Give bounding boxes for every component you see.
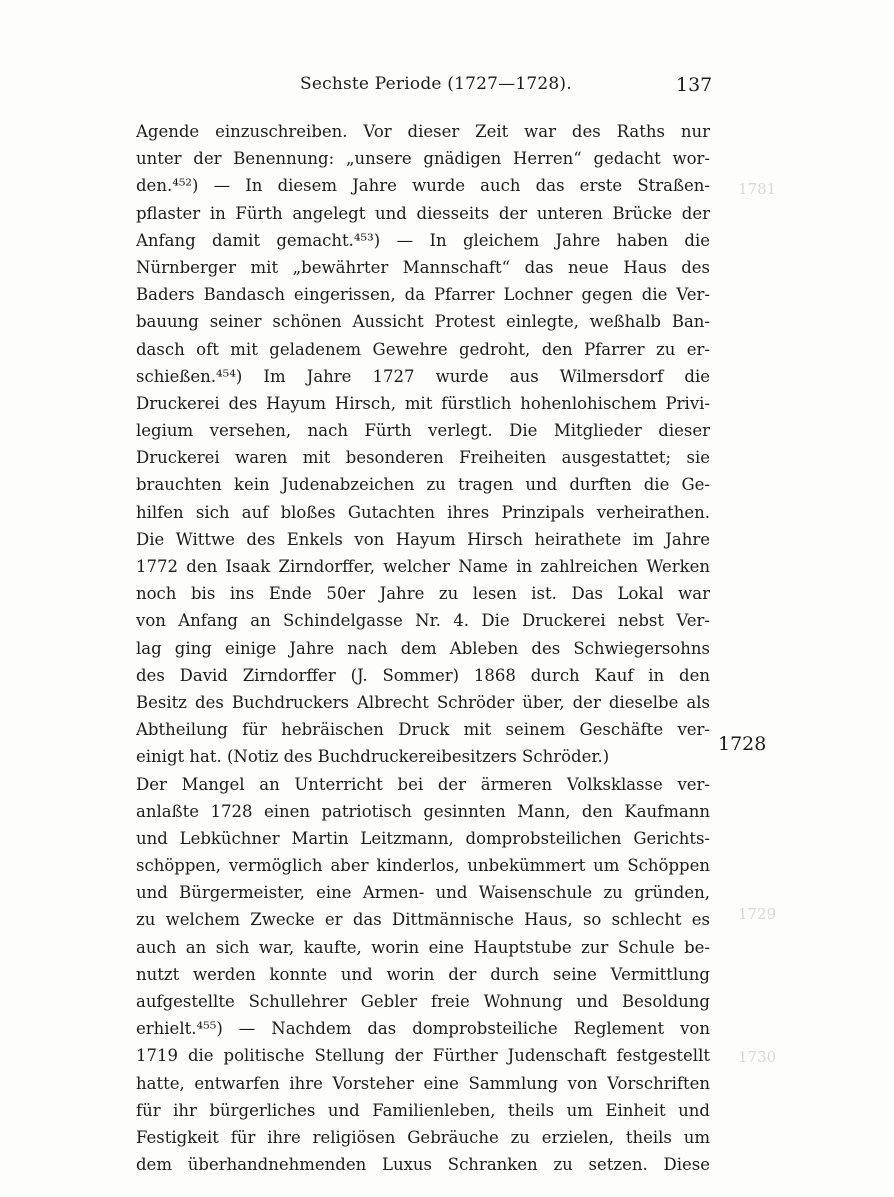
bleed-through-mark: 1781 [738,180,777,198]
text-line: Baders Bandasch eingerissen, da Pfarrer Lochner gegen die Ver- [136,285,710,305]
text-line: dasch oft mit geladenem Gewehre gedroht, den Pfarrer zu er- [136,339,710,359]
text-line: auch an sich war, kaufte, worin eine Hauptstube zur Schule be- [136,937,710,957]
text-line: lag ging einige Jahre nach dem Ableben des Schwiegersohns [136,638,710,658]
margin-year-note: 1728 [718,733,767,755]
text-line: legium versehen, nach Fürth verlegt. Die Mitglieder dieser [136,421,710,441]
text-line: Anfang damit gemacht.⁴⁵³) — In gleichem Jahre haben die [136,230,710,250]
text-line: zu welchem Zwecke er das Dittmännische Haus, so schlecht es [136,910,710,930]
text-line: hatte, entwarfen ihre Vorsteher eine Sammlung von Vorschriften [136,1073,710,1093]
text-line: den.⁴⁵²) — In diesem Jahre wurde auch das erste Straßen- [136,176,710,196]
text-line: und Bürgermeister, eine Armen- und Waisenschule zu gründen, [136,883,710,903]
running-title: Sechste Periode (1727—1728). [300,74,572,94]
text-line: Agende einzuschreiben. Vor dieser Zeit war des Raths nur [136,122,710,141]
text-line: brauchten kein Judenabzeichen zu tragen und durften die Ge- [136,475,710,495]
text-line: und Lebküchner Martin Leitzmann, domprobsteilichen Gerichts- [136,828,710,848]
text-line: Druckerei waren mit besonderen Freiheiten ausgestattet; sie [136,448,710,468]
text-line: schießen.⁴⁵⁴) Im Jahre 1727 wurde aus Wilmersdorf die [136,366,710,386]
text-line: für ihr bürgerliches und Familienleben, theils um Einheit und [136,1100,710,1120]
text-line: pflaster in Fürth angelegt und diesseits der unteren Brücke der [136,203,710,223]
text-line: erhielt.⁴⁵⁵) — Nachdem das domprobsteiliche Reglement von [136,1019,710,1039]
text-line: unter der Benennung: „unsere gnädigen Herren“ gedacht wor- [136,149,710,169]
text-line: noch bis ins Ende 50er Jahre zu lesen ist. Das Lokal war [136,584,710,604]
text-line: bauung seiner schönen Aussicht Protest einlegte, weßhalb Ban- [136,312,710,332]
text-line: Nürnberger mit „bewährter Mannschaft“ das neue Haus des [136,257,710,277]
body-text [136,118,710,1178]
bleed-through-mark: 1729 [738,905,777,923]
text-line: anlaßte 1728 einen patriotisch gesinnten Mann, den Kaufmann [136,801,710,821]
text-line: einigt hat. (Notiz des Buchdruckereibesitzers Schröder.) [136,747,610,767]
text-line: Besitz des Buchdruckers Albrecht Schröder über, der dieselbe als [136,692,710,712]
text-line: Der Mangel an Unterricht bei der ärmeren Volksklasse ver- [136,774,710,794]
text-line: Festigkeit für ihre religiösen Gebräuche zu erzielen, theils um [136,1127,710,1147]
text-line: aufgestellte Schullehrer Gebler freie Wohnung und Besoldung [136,992,710,1011]
page-number: 137 [676,74,713,96]
bleed-through-mark: 1730 [738,1048,777,1066]
text-line: Druckerei des Hayum Hirsch, mit fürstlich hohenlohischem Privi- [136,393,710,413]
text-line: 1719 die politische Stellung der Fürther Judenschaft festgestellt [136,1046,710,1066]
text-line: Abtheilung für hebräischen Druck mit seinem Geschäfte ver- [136,720,710,740]
text-line: des David Zirndorffer (J. Sommer) 1868 durch Kauf in den [136,665,710,685]
text-line: schöppen, vermöglich aber kinderlos, unbekümmert um Schöppen [136,856,710,876]
text-line: hilfen sich auf bloßes Gutachten ihres Prinzipals verheirathen. [136,502,710,522]
text-line: 1772 den Isaak Zirndorffer, welcher Name in zahlreichen Werken [136,557,710,576]
text-line: von Anfang an Schindelgasse Nr. 4. Die Druckerei nebst Ver- [136,611,710,631]
text-line: dem überhandnehmenden Luxus Schranken zu setzen. Diese [136,1155,710,1175]
text-line: Die Wittwe des Enkels von Hayum Hirsch heirathete im Jahre [136,529,710,549]
text-line: nutzt werden konnte und worin der durch seine Vermittlung [136,964,710,984]
